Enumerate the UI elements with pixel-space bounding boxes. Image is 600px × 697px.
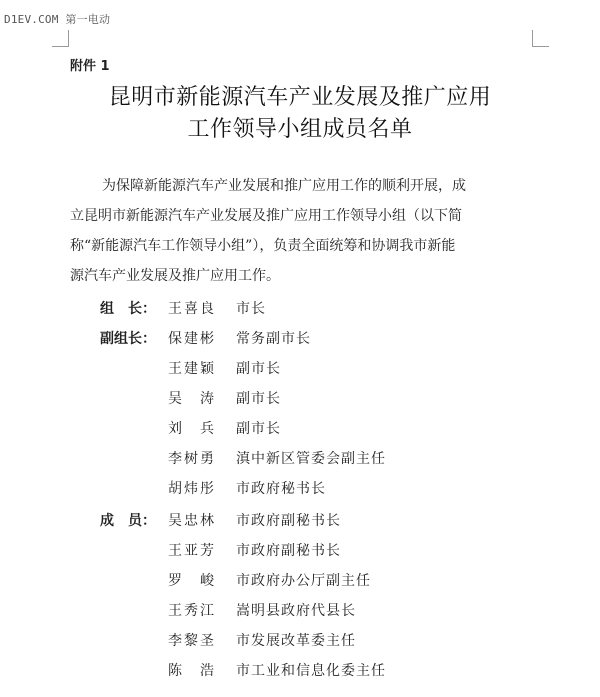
intro-line: 立昆明市新能源汽车产业发展及推广应用工作领导小组（以下简 <box>70 208 462 224</box>
document-title-line-1: 昆明市新能源汽车产业发展及推广应用 <box>108 85 492 110</box>
deputy-name: 李树勇 <box>168 451 216 467</box>
intro-paragraph <box>70 171 532 291</box>
member-name: 罗 峻 <box>168 573 216 589</box>
member-position: 市政府副秘书长 <box>236 513 341 529</box>
member-position: 嵩明县政府代县长 <box>236 603 356 619</box>
leader-name: 王喜良 <box>168 301 216 317</box>
deputy-role-label: 副组长： <box>100 331 156 347</box>
page-corner-mark-left <box>52 30 69 47</box>
member-name: 吴忠林 <box>168 513 216 529</box>
intro-line: 为保障新能源汽车产业发展和推广应用工作的顺利开展，成 <box>102 178 466 194</box>
member-position: 市政府办公厅副主任 <box>236 573 371 589</box>
deputy-name: 吴 涛 <box>168 391 216 407</box>
document-title-line-2: 工作领导小组成员名单 <box>187 117 413 142</box>
deputy-position: 常务副市长 <box>236 331 311 347</box>
deputy-name: 保建彬 <box>168 331 216 347</box>
member-position: 市政府副秘书长 <box>236 543 341 559</box>
deputy-name: 王建颖 <box>168 361 216 377</box>
member-name: 王秀江 <box>168 603 216 619</box>
leader-role-label: 组 长： <box>100 301 156 317</box>
intro-line: 源汽车产业发展及推广应用工作。 <box>70 268 280 284</box>
deputy-position: 副市长 <box>236 391 281 407</box>
attachment-label: 附件 1 <box>70 59 110 74</box>
member-name: 陈 浩 <box>168 663 216 679</box>
deputy-position: 市政府秘书长 <box>236 481 326 497</box>
intro-line: 称“新能源汽车工作领导小组”），负责全面统筹和协调我市新能 <box>70 238 456 254</box>
member-position: 市工业和信息化委主任 <box>236 663 386 679</box>
member-position: 市发展改革委主任 <box>236 633 356 649</box>
deputy-name: 刘 兵 <box>168 421 216 437</box>
site-watermark: D1EV.COM 第一电动 <box>4 13 111 26</box>
member-name: 王亚芳 <box>168 543 216 559</box>
deputy-position: 滇中新区管委会副主任 <box>236 451 386 467</box>
page-corner-mark-right <box>532 30 549 47</box>
deputy-name: 胡炜彤 <box>168 481 216 497</box>
deputy-position: 副市长 <box>236 421 281 437</box>
member-name: 李黎圣 <box>168 633 216 649</box>
member-role-label: 成 员： <box>100 513 156 529</box>
deputy-position: 副市长 <box>236 361 281 377</box>
leader-position: 市长 <box>236 301 266 317</box>
